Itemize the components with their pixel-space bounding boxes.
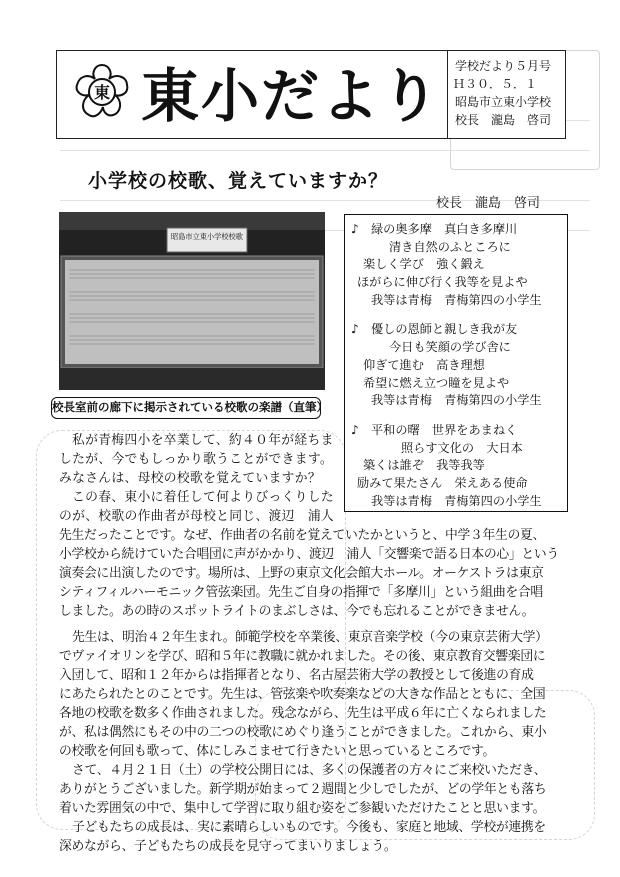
song-sheet-illustration (59, 212, 325, 390)
lyrics-line: 清き自然のふところに (389, 239, 511, 254)
school-emblem-icon (67, 61, 137, 127)
body-line: のが、校歌の作曲者が母校と同じ、渡辺 浦人 (59, 509, 335, 524)
body-line: 先生だったことです。なぜ、作曲者の名前を覚えていたかというと、中学３年生の夏、 (59, 528, 545, 543)
lyrics-line: 我等は青梅 青梅第四の小学生 (371, 493, 542, 508)
body-line: 深めながら、子どもたちの成長を見守ってまいりましょう。 (59, 839, 397, 854)
body-line: しました。あの時のスポットライトのまぶしさは、今でも忘れることができません。 (59, 604, 535, 619)
body-line: さて、４月２１日（土）の学校公開日には、多くの保護者の方々にご来校いただき、 (72, 763, 547, 778)
lyrics-line: 楽しく学び 強く鍛え (363, 257, 485, 272)
body-line: 入団して、昭和１２年からは指揮者となり、名古屋芸術大学の教授として後進の育成 (59, 668, 534, 683)
newsletter-title: 東小だより (141, 62, 442, 130)
lyrics-verse (351, 221, 563, 309)
school-song-lyrics (344, 214, 568, 512)
music-note-icon: ♪ (351, 422, 359, 437)
body-line: 着いた雰囲気の中で、集中して学習に取り組む姿をご参観いただけたことと思います。 (59, 801, 546, 816)
music-note-icon: ♪ (351, 222, 359, 236)
school-name: 昭島市立東小学校 (455, 95, 552, 109)
lyrics-line: 我等は青梅 青梅第四の小学生 (371, 292, 542, 307)
body-line: の校歌を何回も歌って、体にしみこませて行きたいと思っているところです。 (59, 744, 495, 759)
body-line: 子どもたちの成長は、実に素晴らしいものです。今後も、家庭と地域、学校が連携を (72, 820, 546, 835)
issue-info (455, 57, 551, 129)
lyrics-line: ほがらに伸び行く我等を見よや (357, 275, 528, 290)
lyrics-line: 築くは誰ぞ 我等我等 (363, 458, 485, 473)
body-line: 各地の校歌を数多く作曲されました。残念ながら、先生は平成６年に亡くなられました (59, 706, 547, 721)
lyrics-line: 希望に燃え立つ瞳を見よや (363, 375, 510, 390)
lyrics-line: 緑の奥多摩 真白き多摩川 (370, 222, 518, 236)
photo-caption: 校長室前の廊下に掲示されている校歌の楽譜（直筆） (51, 397, 321, 419)
body-line: 私が青梅四小を卒業して、約４０年が経ちま (72, 433, 334, 448)
lyrics-verse (351, 422, 563, 510)
body-line: シティフィルハーモニック管弦楽団。先生ご自身の指揮で「多摩川」という組曲を合唱 (59, 585, 543, 600)
body-line: 先生は、明治４２年生まれ。師範学校を卒業後、東京音楽学校（今の東京芸術大学） (72, 630, 548, 645)
lyrics-line: 平和の曙 世界をあまねく (370, 422, 518, 437)
lyrics-line: 仰ぎて進む 高き理想 (363, 357, 485, 372)
issue-label: 学校だより５月号 (455, 59, 552, 73)
principal-name: 校長 瀧島 啓司 (455, 113, 552, 127)
body-line: みなさんは、母校の校歌を覚えていますか？ (59, 471, 321, 486)
lyrics-line: 優しの恩師と親しき我が友 (370, 322, 518, 337)
body-line: が、私は偶然にもその中の二つの校歌にめぐり逢うことができました。これから、東小 (59, 725, 547, 740)
lyrics-line: 我等は青梅 青梅第四の小学生 (371, 393, 542, 408)
body-line: したが、今でもしっかり歌うことができます。 (59, 452, 334, 467)
body-line: この春、東小に着任して何よりびっくりした (72, 490, 334, 505)
lyrics-verse (351, 321, 563, 409)
bleed-through-line (60, 150, 590, 151)
body-line: でヴァイオリンを学び、昭和５年に教職に就かれました。その後、東京教育交響楽団に (59, 649, 546, 664)
photo-sign-label: 昭島市立東小学校校歌 (171, 232, 243, 241)
lyrics-line: 励みて果たさん 栄えある使命 (357, 475, 528, 490)
issue-date: Ｈ３０．５．１ (453, 77, 538, 91)
body-line: 演奏会に出演したのです。場所は、上野の東京文化会館大ホール。オーケストラは東京 (59, 566, 544, 581)
article-byline: 校長 瀧島 啓司 (436, 196, 541, 211)
header-divider (447, 51, 448, 138)
emblem-label: 東 (93, 83, 111, 102)
body-line: 小学校から続けていた合唱団に声がかかり、渡辺 浦人「交響楽で語る日本の心」という (59, 547, 559, 562)
music-note-icon: ♪ (351, 322, 359, 337)
school-song-photo (59, 212, 325, 390)
masthead (56, 50, 566, 139)
lyrics-line: 今日も笑顔の学び舎に (389, 340, 511, 355)
body-line: にあたられたとのことです。先生は、管弦楽や吹奏楽などの大きな作品とともに、全国 (59, 687, 546, 702)
article-title: 小学校の校歌、覚えていますか？ (88, 170, 389, 192)
lyrics-line: 照らす文化の 大日本 (401, 440, 523, 455)
body-line: ありがとうございました。新学期が始まって２週間と少しでしたが、どの学年とも落ち (59, 782, 547, 797)
